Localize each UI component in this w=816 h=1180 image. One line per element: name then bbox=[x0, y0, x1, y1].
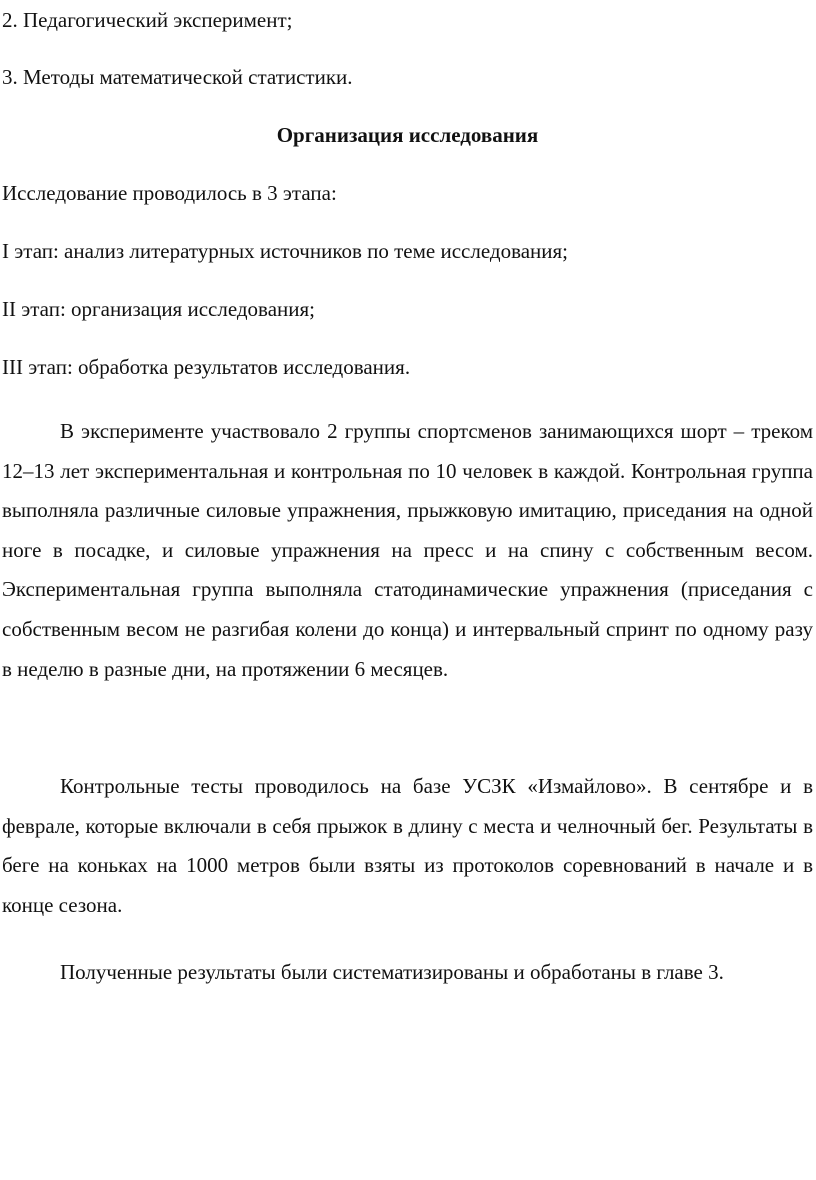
stage-1-item: I этап: анализ литературных источников по теме исследования; bbox=[2, 239, 568, 263]
stage-3-item: III этап: обработка результатов исследования. bbox=[2, 355, 411, 379]
method-list-item-3: 3. Методы математической статистики. bbox=[2, 65, 353, 89]
paragraph-tests: Контрольные тесты проводилось на базе УСЗК «Измайлово». В сентябре и в феврале, которые включали в себя прыжок в длину с места и челночный бег. Результаты в беге на коньках на 1000 метров были взяты из протоколов соревнований в начале и в конце сезона. bbox=[2, 774, 813, 917]
section-heading: Организация исследования bbox=[276, 123, 539, 147]
paragraph-results: Полученные результаты были систематизированы и обработаны в главе 3. bbox=[60, 960, 724, 984]
paragraph-experiment: В эксперименте участвовало 2 группы спортсменов занимающихся шорт – треком 12–13 лет экспериментальная и контрольная по 10 человек в каждой. Контрольная группа выполняла различные силовые упражнения, прыжковую имитацию, приседания на одной ноге в посадке, и силовые упражнения на пресс и на спину с собственным весом. Экспериментальная группа выполняла статодинамические упражнения (приседания с собственным весом не разгибая колени до конца) и интервальный спринт по одному разу в неделю в разные дни, на протяжении 6 месяцев. bbox=[2, 419, 813, 681]
stage-2-item: II этап: организация исследования; bbox=[2, 297, 315, 321]
method-list-item-2: 2. Педагогический эксперимент; bbox=[2, 8, 293, 32]
stages-intro: Исследование проводилось в 3 этапа: bbox=[2, 181, 337, 205]
